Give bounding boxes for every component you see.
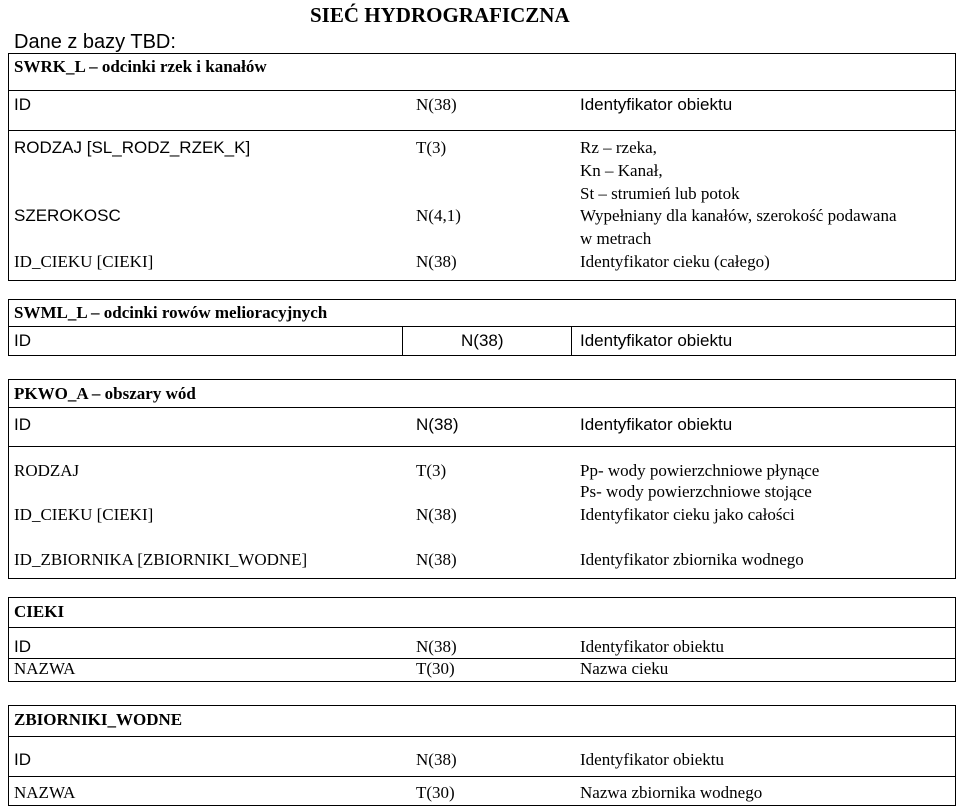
field-desc: Identyfikator obiektu: [580, 750, 724, 769]
field-type: N(38): [416, 95, 457, 114]
field-type: T(30): [416, 783, 455, 802]
field-type: N(38): [416, 415, 459, 434]
field-desc: Nazwa cieku: [580, 659, 669, 678]
field-name: ID: [14, 415, 31, 434]
field-type: T(30): [416, 659, 455, 678]
table-title: CIEKI: [14, 602, 65, 621]
page-title: SIEĆ HYDROGRAFICZNA: [310, 3, 570, 27]
field-name: SZEROKOSC: [14, 206, 121, 225]
field-desc: Identyfikator obiektu: [580, 637, 724, 656]
field-name: ID: [14, 95, 31, 114]
field-desc: St – strumień lub potok: [580, 184, 740, 203]
table-title: SWML_L – odcinki rowów melioracyjnych: [14, 303, 328, 322]
field-desc: Rz – rzeka,: [580, 138, 657, 157]
field-desc: w metrach: [580, 229, 652, 248]
table-title: ZBIORNIKI_WODNE: [14, 710, 183, 729]
field-name: ID_CIEKU [CIEKI]: [14, 505, 154, 524]
field-name: NAZWA: [14, 659, 76, 678]
field-name: RODZAJ: [14, 461, 80, 480]
field-name: RODZAJ [SL_RODZ_RZEK_K]: [14, 138, 251, 157]
field-type: N(38): [416, 252, 457, 271]
field-name: ID: [14, 750, 31, 769]
field-type: N(38): [416, 750, 457, 769]
field-type: T(3): [416, 461, 447, 480]
table-title: PKWO_A – obszary wód: [14, 384, 196, 403]
field-type: N(38): [416, 505, 457, 524]
field-desc: Identyfikator obiektu: [580, 331, 733, 350]
field-type: T(3): [416, 138, 447, 157]
field-desc: Nazwa zbiornika wodnego: [580, 783, 763, 802]
field-desc: Identyfikator zbiornika wodnego: [580, 550, 804, 569]
field-type: N(4,1): [416, 206, 461, 225]
field-type: N(38): [461, 331, 504, 350]
field-name: NAZWA: [14, 783, 76, 802]
field-name: ID: [14, 331, 31, 350]
field-desc: Ps- wody powierzchniowe stojące: [580, 482, 812, 501]
field-desc: Kn – Kanał,: [580, 161, 663, 180]
field-type: N(38): [416, 637, 457, 656]
field-name: ID_ZBIORNIKA [ZBIORNIKI_WODNE]: [14, 550, 308, 569]
field-desc: Identyfikator obiektu: [580, 415, 733, 434]
field-name: ID_CIEKU [CIEKI]: [14, 252, 154, 271]
field-desc: Wypełniany dla kanałów, szerokość podawana: [580, 206, 897, 225]
field-type: N(38): [416, 550, 457, 569]
table-title: SWRK_L – odcinki rzek i kanałów: [14, 57, 267, 76]
field-name: ID: [14, 637, 31, 656]
source-label: Dane z bazy TBD:: [14, 31, 176, 53]
field-desc: Identyfikator cieku jako całości: [580, 505, 795, 524]
field-desc: Identyfikator obiektu: [580, 95, 733, 114]
field-desc: Pp- wody powierzchniowe płynące: [580, 461, 820, 480]
field-desc: Identyfikator cieku (całego): [580, 252, 770, 271]
